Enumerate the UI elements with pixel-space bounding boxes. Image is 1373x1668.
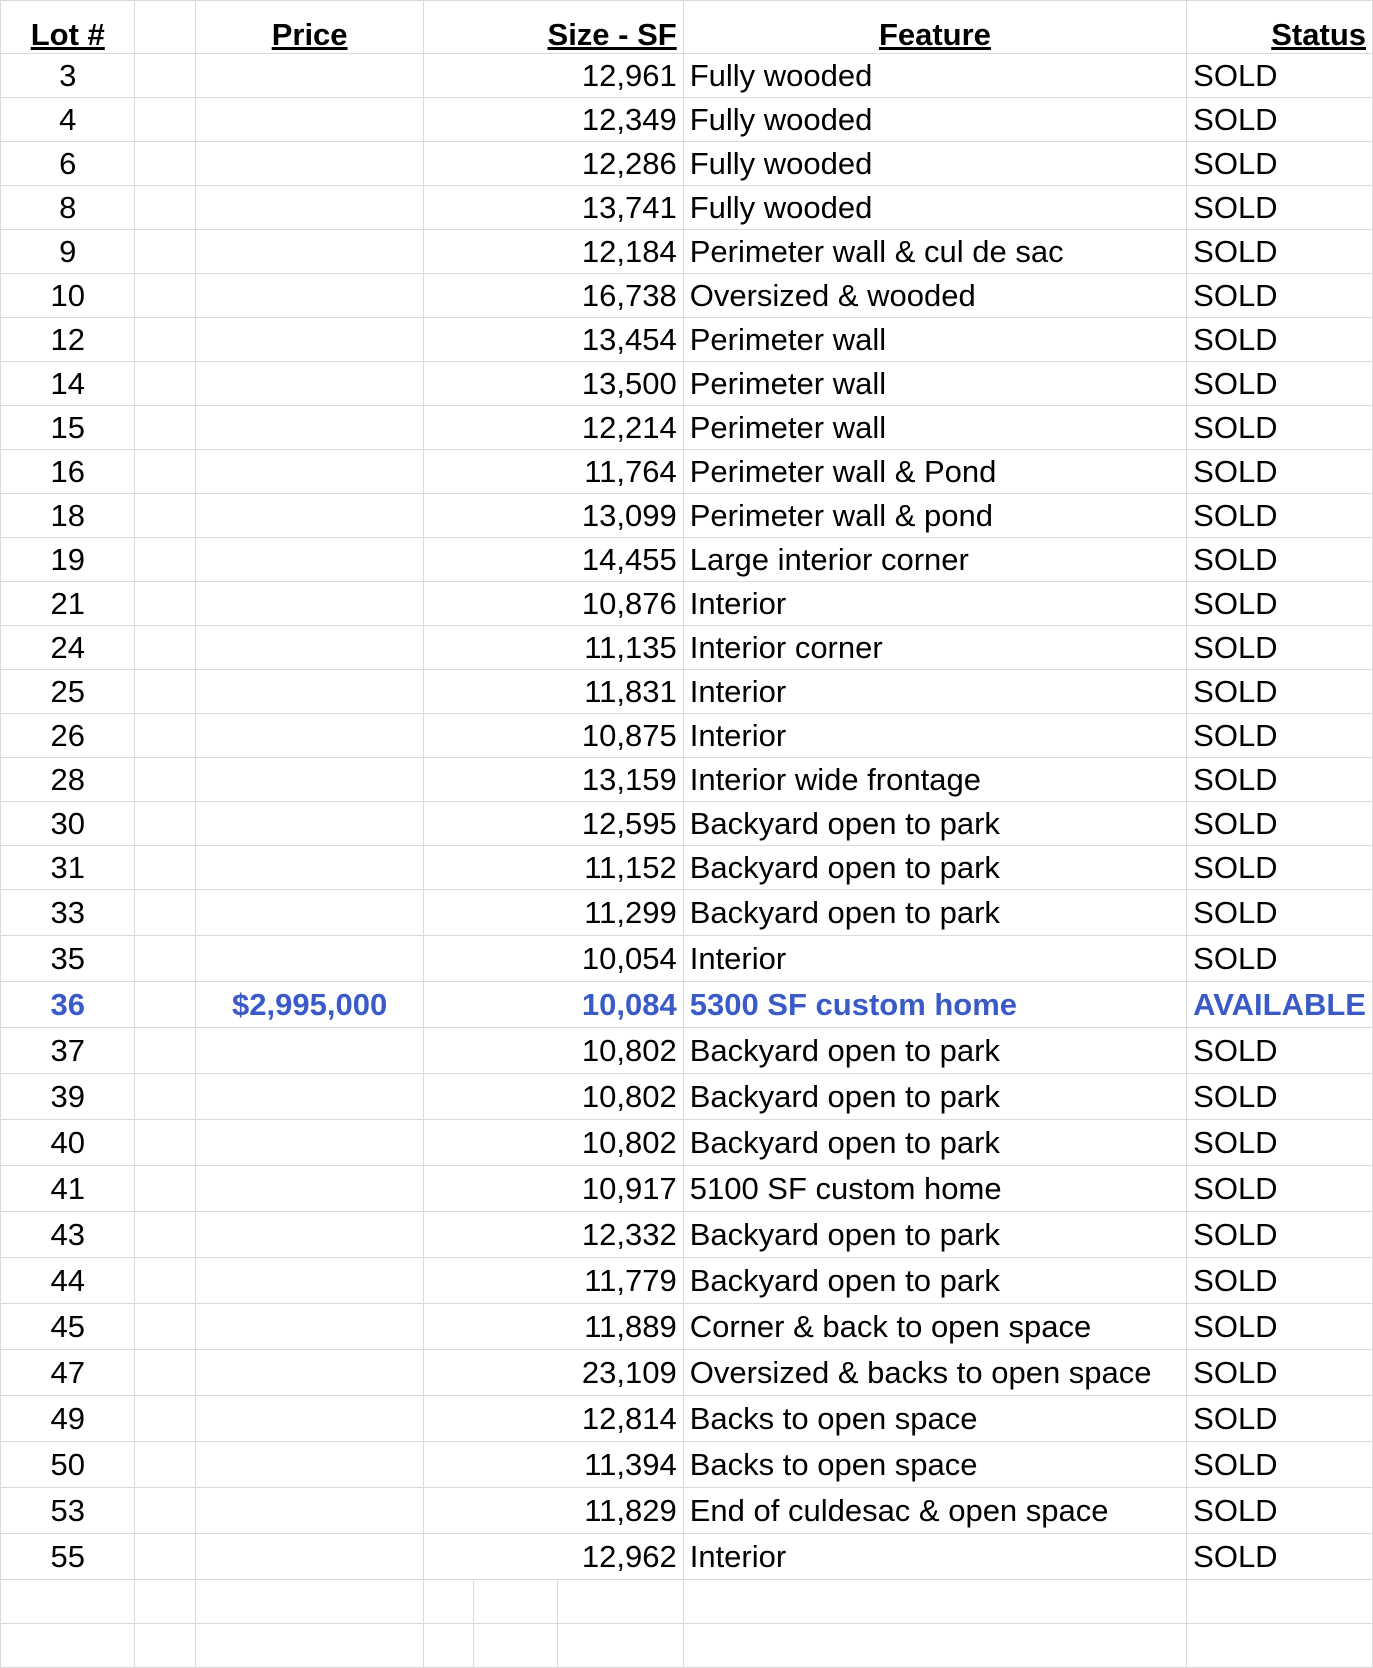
price-cell[interactable] xyxy=(195,626,423,670)
price-cell[interactable] xyxy=(195,936,423,982)
price-cell[interactable] xyxy=(195,1166,423,1212)
blank-cell[interactable] xyxy=(135,318,195,362)
lot-cell[interactable]: 55 xyxy=(1,1534,135,1580)
size-cell[interactable]: 10,802 xyxy=(424,1120,683,1166)
table-row xyxy=(1,1212,1373,1258)
blank-cell[interactable] xyxy=(135,98,195,142)
lot-cell[interactable]: 14 xyxy=(1,362,135,406)
lot-cell[interactable]: 39 xyxy=(1,1074,135,1120)
blank-cell[interactable] xyxy=(135,142,195,186)
status-cell[interactable]: SOLD xyxy=(1187,1212,1373,1258)
size-cell[interactable]: 12,595 xyxy=(424,802,683,846)
size-cell[interactable]: 12,814 xyxy=(424,1396,683,1442)
table-row xyxy=(1,142,1373,186)
lot-cell[interactable]: 30 xyxy=(1,802,135,846)
feature-cell[interactable]: Fully wooded xyxy=(683,98,1186,142)
empty-cell[interactable] xyxy=(1187,1624,1373,1668)
price-cell[interactable] xyxy=(195,1212,423,1258)
price-cell[interactable] xyxy=(195,1028,423,1074)
feature-cell[interactable]: 5300 SF custom home xyxy=(683,982,1186,1028)
lot-cell[interactable]: 28 xyxy=(1,758,135,802)
size-cell[interactable]: 10,054 xyxy=(424,936,683,982)
table-row xyxy=(1,1350,1373,1396)
empty-cell[interactable] xyxy=(424,1624,474,1668)
blank-cell[interactable] xyxy=(135,714,195,758)
feature-cell[interactable]: Perimeter wall xyxy=(683,318,1186,362)
feature-cell[interactable]: Backyard open to park xyxy=(683,846,1186,890)
price-cell[interactable] xyxy=(195,846,423,890)
table-row xyxy=(1,450,1373,494)
lot-cell[interactable]: 35 xyxy=(1,936,135,982)
price-cell[interactable] xyxy=(195,1258,423,1304)
size-cell[interactable]: 12,961 xyxy=(424,54,683,98)
table-row xyxy=(1,1304,1373,1350)
size-cell[interactable]: 10,917 xyxy=(424,1166,683,1212)
status-cell[interactable]: SOLD xyxy=(1187,1074,1373,1120)
table-row xyxy=(1,982,1373,1028)
blank-cell[interactable] xyxy=(135,406,195,450)
table-row xyxy=(1,54,1373,98)
status-cell[interactable]: SOLD xyxy=(1187,274,1373,318)
blank-cell[interactable] xyxy=(135,936,195,982)
empty-cell[interactable] xyxy=(195,1580,423,1624)
feature-cell[interactable]: Backs to open space xyxy=(683,1396,1186,1442)
status-cell[interactable]: SOLD xyxy=(1187,670,1373,714)
feature-cell[interactable]: Perimeter wall & Pond xyxy=(683,450,1186,494)
empty-cell[interactable] xyxy=(474,1580,558,1624)
table-row xyxy=(1,758,1373,802)
blank-cell[interactable] xyxy=(135,1488,195,1534)
feature-cell[interactable]: Interior xyxy=(683,714,1186,758)
empty-cell[interactable] xyxy=(135,1624,195,1668)
blank-cell[interactable] xyxy=(135,1166,195,1212)
header-spacer[interactable] xyxy=(135,1,195,54)
table-row xyxy=(1,670,1373,714)
blank-cell[interactable] xyxy=(135,1212,195,1258)
table-row xyxy=(1,1120,1373,1166)
status-cell[interactable]: SOLD xyxy=(1187,626,1373,670)
status-cell[interactable]: SOLD xyxy=(1187,1350,1373,1396)
size-cell[interactable]: 14,455 xyxy=(424,538,683,582)
size-cell[interactable]: 16,738 xyxy=(424,274,683,318)
feature-cell[interactable]: Corner & back to open space xyxy=(683,1304,1186,1350)
size-cell[interactable]: 12,286 xyxy=(424,142,683,186)
status-cell[interactable]: SOLD xyxy=(1187,758,1373,802)
blank-cell[interactable] xyxy=(135,1074,195,1120)
price-cell[interactable] xyxy=(195,450,423,494)
status-cell[interactable]: SOLD xyxy=(1187,802,1373,846)
feature-cell[interactable]: Interior xyxy=(683,670,1186,714)
feature-cell[interactable]: Fully wooded xyxy=(683,54,1186,98)
price-cell[interactable] xyxy=(195,670,423,714)
feature-cell[interactable]: Oversized & wooded xyxy=(683,274,1186,318)
status-cell[interactable]: SOLD xyxy=(1187,1120,1373,1166)
status-cell[interactable]: SOLD xyxy=(1187,1488,1373,1534)
size-cell[interactable]: 11,135 xyxy=(424,626,683,670)
blank-cell[interactable] xyxy=(135,1396,195,1442)
status-cell[interactable]: SOLD xyxy=(1187,1166,1373,1212)
status-cell[interactable]: SOLD xyxy=(1187,230,1373,274)
table-row xyxy=(1,318,1373,362)
table-row xyxy=(1,494,1373,538)
status-cell[interactable]: SOLD xyxy=(1187,318,1373,362)
size-cell[interactable]: 12,184 xyxy=(424,230,683,274)
blank-cell[interactable] xyxy=(135,582,195,626)
blank-cell[interactable] xyxy=(135,54,195,98)
lot-cell[interactable]: 43 xyxy=(1,1212,135,1258)
lot-cell[interactable]: 4 xyxy=(1,98,135,142)
feature-cell[interactable]: Backyard open to park xyxy=(683,1120,1186,1166)
feature-cell[interactable]: Interior corner xyxy=(683,626,1186,670)
feature-cell[interactable]: Oversized & backs to open space xyxy=(683,1350,1186,1396)
price-cell[interactable] xyxy=(195,98,423,142)
price-cell[interactable] xyxy=(195,1304,423,1350)
price-cell[interactable] xyxy=(195,230,423,274)
blank-cell[interactable] xyxy=(135,1350,195,1396)
table-row xyxy=(1,802,1373,846)
status-cell[interactable]: SOLD xyxy=(1187,846,1373,890)
feature-cell[interactable]: Interior xyxy=(683,936,1186,982)
price-cell[interactable] xyxy=(195,538,423,582)
blank-cell[interactable] xyxy=(135,1120,195,1166)
status-cell[interactable]: SOLD xyxy=(1187,54,1373,98)
price-cell[interactable] xyxy=(195,142,423,186)
status-cell[interactable]: SOLD xyxy=(1187,362,1373,406)
empty-cell[interactable] xyxy=(1,1624,135,1668)
table-row xyxy=(1,1166,1373,1212)
lot-cell[interactable]: 8 xyxy=(1,186,135,230)
empty-cell[interactable] xyxy=(195,1624,423,1668)
price-cell[interactable] xyxy=(195,1350,423,1396)
table-row xyxy=(1,1442,1373,1488)
lot-cell[interactable]: 6 xyxy=(1,142,135,186)
lot-cell[interactable]: 40 xyxy=(1,1120,135,1166)
header-lot[interactable]: Lot # xyxy=(1,1,135,54)
size-cell[interactable]: 13,099 xyxy=(424,494,683,538)
status-cell[interactable]: SOLD xyxy=(1187,714,1373,758)
blank-cell[interactable] xyxy=(135,670,195,714)
blank-cell[interactable] xyxy=(135,274,195,318)
price-cell[interactable] xyxy=(195,758,423,802)
blank-cell[interactable] xyxy=(135,758,195,802)
price-cell[interactable] xyxy=(195,406,423,450)
status-cell[interactable]: SOLD xyxy=(1187,1534,1373,1580)
price-cell[interactable] xyxy=(195,714,423,758)
lot-cell[interactable]: 33 xyxy=(1,890,135,936)
header-status[interactable]: Status xyxy=(1187,1,1373,54)
blank-cell[interactable] xyxy=(135,1258,195,1304)
empty-cell[interactable] xyxy=(558,1624,684,1668)
feature-cell[interactable]: Backyard open to park xyxy=(683,802,1186,846)
blank-cell[interactable] xyxy=(135,362,195,406)
lot-cell[interactable]: 10 xyxy=(1,274,135,318)
price-cell[interactable] xyxy=(195,1488,423,1534)
status-cell[interactable]: SOLD xyxy=(1187,406,1373,450)
header-price[interactable]: Price xyxy=(195,1,423,54)
table-row xyxy=(1,274,1373,318)
status-cell[interactable]: SOLD xyxy=(1187,1258,1373,1304)
feature-cell[interactable]: 5100 SF custom home xyxy=(683,1166,1186,1212)
status-cell[interactable]: SOLD xyxy=(1187,142,1373,186)
status-cell[interactable]: AVAILABLE xyxy=(1187,982,1373,1028)
feature-cell[interactable]: Fully wooded xyxy=(683,186,1186,230)
table-row xyxy=(1,1028,1373,1074)
header-row xyxy=(1,1,1373,54)
blank-cell[interactable] xyxy=(135,1534,195,1580)
blank-cell[interactable] xyxy=(135,846,195,890)
status-cell[interactable]: SOLD xyxy=(1187,890,1373,936)
empty-cell[interactable] xyxy=(683,1580,1186,1624)
table-row xyxy=(1,406,1373,450)
empty-cell[interactable] xyxy=(1,1580,135,1624)
price-cell[interactable] xyxy=(195,1120,423,1166)
feature-cell[interactable]: Interior wide frontage xyxy=(683,758,1186,802)
header-size[interactable]: Size - SF xyxy=(424,1,683,54)
status-cell[interactable]: SOLD xyxy=(1187,1396,1373,1442)
size-cell[interactable]: 12,349 xyxy=(424,98,683,142)
status-cell[interactable]: SOLD xyxy=(1187,1028,1373,1074)
feature-cell[interactable]: Perimeter wall xyxy=(683,406,1186,450)
table-body xyxy=(1,54,1373,1580)
empty-cell[interactable] xyxy=(1187,1580,1373,1624)
status-cell[interactable]: SOLD xyxy=(1187,538,1373,582)
feature-cell[interactable]: Perimeter wall & pond xyxy=(683,494,1186,538)
table-row xyxy=(1,1074,1373,1120)
feature-cell[interactable]: Backyard open to park xyxy=(683,1028,1186,1074)
lot-cell[interactable]: 25 xyxy=(1,670,135,714)
table-row xyxy=(1,936,1373,982)
size-cell[interactable]: 12,962 xyxy=(424,1534,683,1580)
feature-cell[interactable]: Backyard open to park xyxy=(683,890,1186,936)
size-cell[interactable]: 11,889 xyxy=(424,1304,683,1350)
lot-cell[interactable]: 12 xyxy=(1,318,135,362)
size-cell[interactable]: 12,214 xyxy=(424,406,683,450)
table-row xyxy=(1,1258,1373,1304)
price-cell[interactable] xyxy=(195,890,423,936)
table-row xyxy=(1,1488,1373,1534)
blank-cell[interactable] xyxy=(135,1028,195,1074)
lot-cell[interactable]: 45 xyxy=(1,1304,135,1350)
lot-cell[interactable]: 36 xyxy=(1,982,135,1028)
size-cell[interactable]: 10,876 xyxy=(424,582,683,626)
table-row xyxy=(1,186,1373,230)
feature-cell[interactable]: Interior xyxy=(683,582,1186,626)
empty-row xyxy=(1,1580,1373,1624)
status-cell[interactable]: SOLD xyxy=(1187,582,1373,626)
price-cell[interactable] xyxy=(195,362,423,406)
table-row xyxy=(1,714,1373,758)
feature-cell[interactable]: End of culdesac & open space xyxy=(683,1488,1186,1534)
price-cell[interactable] xyxy=(195,1534,423,1580)
status-cell[interactable]: SOLD xyxy=(1187,450,1373,494)
blank-cell[interactable] xyxy=(135,230,195,274)
lot-cell[interactable]: 15 xyxy=(1,406,135,450)
size-cell[interactable]: 13,159 xyxy=(424,758,683,802)
price-cell[interactable] xyxy=(195,802,423,846)
size-cell[interactable]: 11,394 xyxy=(424,1442,683,1488)
lot-cell[interactable]: 41 xyxy=(1,1166,135,1212)
price-cell[interactable]: $2,995,000 xyxy=(195,982,423,1028)
lot-cell[interactable]: 44 xyxy=(1,1258,135,1304)
status-cell[interactable]: SOLD xyxy=(1187,1304,1373,1350)
table-row xyxy=(1,538,1373,582)
blank-cell[interactable] xyxy=(135,538,195,582)
lot-cell[interactable]: 21 xyxy=(1,582,135,626)
lot-cell[interactable]: 47 xyxy=(1,1350,135,1396)
empty-cell[interactable] xyxy=(474,1624,558,1668)
size-cell[interactable]: 12,332 xyxy=(424,1212,683,1258)
size-cell[interactable]: 11,152 xyxy=(424,846,683,890)
empty-cell[interactable] xyxy=(135,1580,195,1624)
feature-cell[interactable]: Backyard open to park xyxy=(683,1258,1186,1304)
price-cell[interactable] xyxy=(195,1396,423,1442)
price-cell[interactable] xyxy=(195,1074,423,1120)
size-cell[interactable]: 10,802 xyxy=(424,1074,683,1120)
table-row xyxy=(1,230,1373,274)
status-cell[interactable]: SOLD xyxy=(1187,494,1373,538)
price-cell[interactable] xyxy=(195,494,423,538)
lot-cell[interactable]: 16 xyxy=(1,450,135,494)
price-cell[interactable] xyxy=(195,1442,423,1488)
feature-cell[interactable]: Backyard open to park xyxy=(683,1074,1186,1120)
feature-cell[interactable]: Interior xyxy=(683,1534,1186,1580)
price-cell[interactable] xyxy=(195,582,423,626)
size-cell[interactable]: 13,500 xyxy=(424,362,683,406)
price-cell[interactable] xyxy=(195,186,423,230)
blank-cell[interactable] xyxy=(135,626,195,670)
empty-cell[interactable] xyxy=(558,1580,684,1624)
lot-cell[interactable]: 3 xyxy=(1,54,135,98)
lot-cell[interactable]: 49 xyxy=(1,1396,135,1442)
feature-cell[interactable]: Backyard open to park xyxy=(683,1212,1186,1258)
size-cell[interactable]: 10,802 xyxy=(424,1028,683,1074)
price-cell[interactable] xyxy=(195,318,423,362)
table-row xyxy=(1,362,1373,406)
size-cell[interactable]: 10,084 xyxy=(424,982,683,1028)
blank-cell[interactable] xyxy=(135,982,195,1028)
table-row xyxy=(1,890,1373,936)
feature-cell[interactable]: Large interior corner xyxy=(683,538,1186,582)
feature-cell[interactable]: Perimeter wall & cul de sac xyxy=(683,230,1186,274)
lot-cell[interactable]: 50 xyxy=(1,1442,135,1488)
blank-cell[interactable] xyxy=(135,1304,195,1350)
blank-cell[interactable] xyxy=(135,186,195,230)
empty-row xyxy=(1,1624,1373,1668)
blank-cell[interactable] xyxy=(135,1442,195,1488)
table-row xyxy=(1,98,1373,142)
size-cell[interactable]: 13,454 xyxy=(424,318,683,362)
header-feature[interactable]: Feature xyxy=(683,1,1186,54)
status-cell[interactable]: SOLD xyxy=(1187,1442,1373,1488)
size-cell[interactable]: 11,764 xyxy=(424,450,683,494)
blank-cell[interactable] xyxy=(135,802,195,846)
table-row xyxy=(1,1396,1373,1442)
feature-cell[interactable]: Perimeter wall xyxy=(683,362,1186,406)
lot-cell[interactable]: 53 xyxy=(1,1488,135,1534)
empty-cell[interactable] xyxy=(424,1580,474,1624)
lot-cell[interactable]: 18 xyxy=(1,494,135,538)
status-cell[interactable]: SOLD xyxy=(1187,98,1373,142)
lot-cell[interactable]: 24 xyxy=(1,626,135,670)
lot-cell[interactable]: 9 xyxy=(1,230,135,274)
empty-cell[interactable] xyxy=(683,1624,1186,1668)
table-row xyxy=(1,626,1373,670)
status-cell[interactable]: SOLD xyxy=(1187,186,1373,230)
feature-cell[interactable]: Fully wooded xyxy=(683,142,1186,186)
lot-cell[interactable]: 26 xyxy=(1,714,135,758)
blank-cell[interactable] xyxy=(135,450,195,494)
price-cell[interactable] xyxy=(195,54,423,98)
size-cell[interactable]: 11,829 xyxy=(424,1488,683,1534)
size-cell[interactable]: 11,831 xyxy=(424,670,683,714)
lot-cell[interactable]: 31 xyxy=(1,846,135,890)
size-cell[interactable]: 10,875 xyxy=(424,714,683,758)
size-cell[interactable]: 13,741 xyxy=(424,186,683,230)
lot-cell[interactable]: 37 xyxy=(1,1028,135,1074)
size-cell[interactable]: 11,299 xyxy=(424,890,683,936)
blank-cell[interactable] xyxy=(135,890,195,936)
table-row xyxy=(1,846,1373,890)
blank-cell[interactable] xyxy=(135,494,195,538)
size-cell[interactable]: 11,779 xyxy=(424,1258,683,1304)
table-row xyxy=(1,582,1373,626)
status-cell[interactable]: SOLD xyxy=(1187,936,1373,982)
size-cell[interactable]: 23,109 xyxy=(424,1350,683,1396)
feature-cell[interactable]: Backs to open space xyxy=(683,1442,1186,1488)
lot-cell[interactable]: 19 xyxy=(1,538,135,582)
price-cell[interactable] xyxy=(195,274,423,318)
table-row xyxy=(1,1534,1373,1580)
